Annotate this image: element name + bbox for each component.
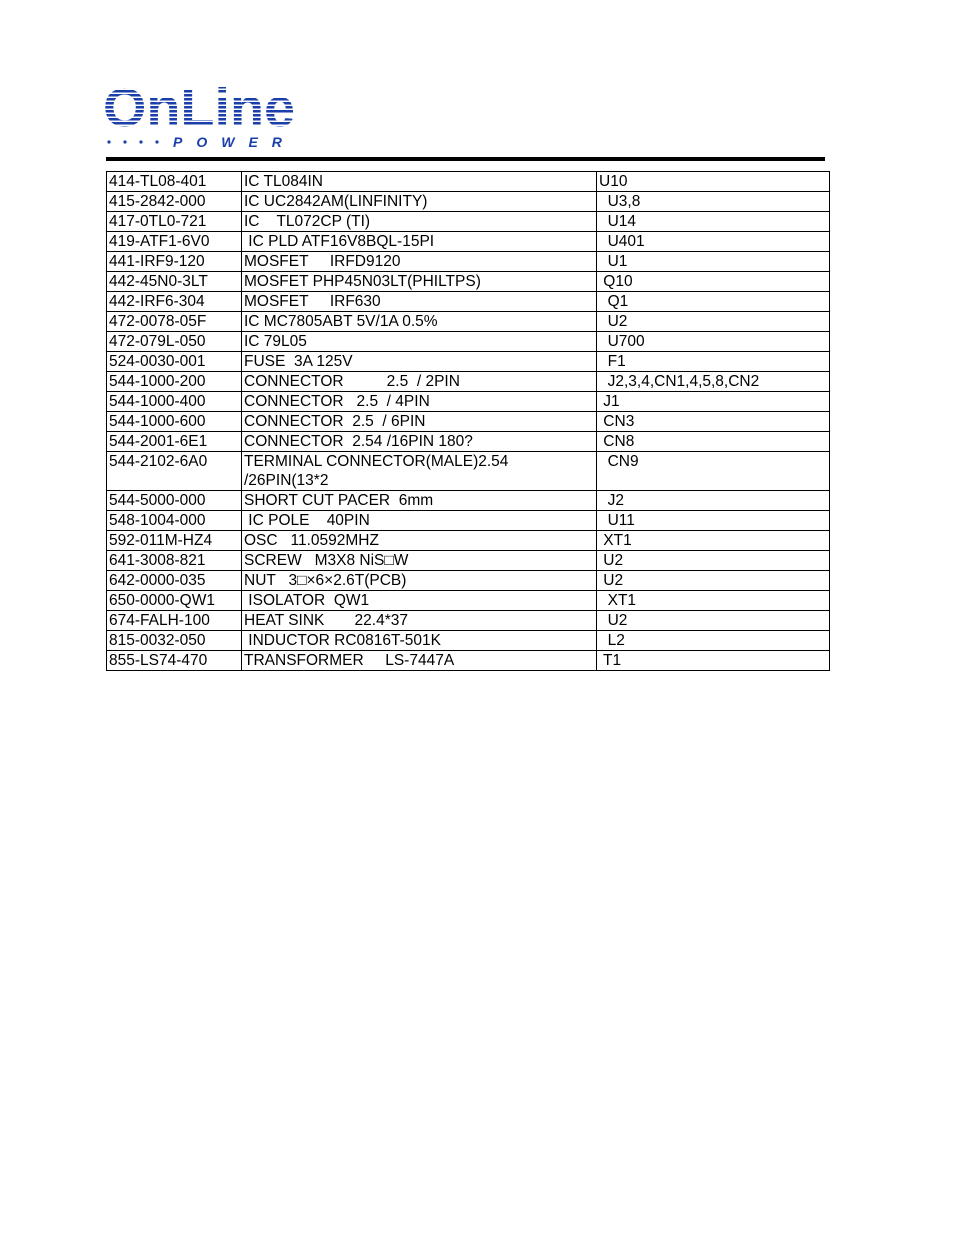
description-cell: INDUCTOR RC0816T-501K: [242, 631, 597, 651]
description-cell: OSC 11.0592MHZ: [242, 531, 597, 551]
header-rule: [106, 157, 825, 161]
part-number-cell: 855-LS74-470: [107, 651, 242, 671]
part-number-cell: 544-2001-6E1: [107, 432, 242, 452]
table-row: [107, 172, 830, 192]
table-row: [107, 452, 830, 491]
reference-cell: U2: [597, 312, 830, 332]
part-number-cell: 544-1000-400: [107, 392, 242, 412]
reference-cell: T1: [597, 651, 830, 671]
description-cell: CONNECTOR 2.5 / 2PIN: [242, 372, 597, 392]
reference-cell: Q1: [597, 292, 830, 312]
part-number-cell: 674-FALH-100: [107, 611, 242, 631]
part-number-cell: 650-0000-QW1: [107, 591, 242, 611]
table-row: [107, 611, 830, 631]
part-number-cell: 815-0032-050: [107, 631, 242, 651]
description-cell: IC UC2842AM(LINFINITY): [242, 192, 597, 212]
part-number-cell: 414-TL08-401: [107, 172, 242, 192]
table-row: [107, 352, 830, 372]
reference-cell: CN3: [597, 412, 830, 432]
table-row: [107, 531, 830, 551]
part-number-cell: 442-IRF6-304: [107, 292, 242, 312]
reference-cell: CN8: [597, 432, 830, 452]
reference-cell: U14: [597, 212, 830, 232]
table-row: [107, 551, 830, 571]
description-cell: SHORT CUT PACER 6mm: [242, 491, 597, 511]
parts-table-body: [107, 172, 830, 671]
part-number-cell: 548-1004-000: [107, 511, 242, 531]
reference-cell: J1: [597, 392, 830, 412]
part-number-cell: 415-2842-000: [107, 192, 242, 212]
reference-cell: U2: [597, 571, 830, 591]
part-number-cell: 472-0078-05F: [107, 312, 242, 332]
reference-cell: J2: [597, 491, 830, 511]
description-cell: MOSFET IRF630: [242, 292, 597, 312]
reference-cell: J2,3,4,CN1,4,5,8,CN2: [597, 372, 830, 392]
table-row: [107, 591, 830, 611]
reference-cell: CN9: [597, 452, 830, 491]
description-cell: IC MC7805ABT 5V/1A 0.5%: [242, 312, 597, 332]
part-number-cell: 441-IRF9-120: [107, 252, 242, 272]
description-cell: NUT 3□×6×2.6T(PCB): [242, 571, 597, 591]
table-row: [107, 332, 830, 352]
part-number-cell: 524-0030-001: [107, 352, 242, 372]
company-logo: [103, 78, 297, 148]
part-number-cell: 442-45N0-3LT: [107, 272, 242, 292]
table-row: [107, 432, 830, 452]
table-row: [107, 412, 830, 432]
reference-cell: U10: [597, 172, 830, 192]
reference-cell: U700: [597, 332, 830, 352]
table-row: [107, 252, 830, 272]
reference-cell: F1: [597, 352, 830, 372]
table-row: [107, 272, 830, 292]
part-number-cell: 472-079L-050: [107, 332, 242, 352]
reference-cell: XT1: [597, 591, 830, 611]
part-number-cell: 419-ATF1-6V0: [107, 232, 242, 252]
description-cell: IC 79L05: [242, 332, 597, 352]
reference-cell: XT1: [597, 531, 830, 551]
table-row: [107, 372, 830, 392]
part-number-cell: 641-3008-821: [107, 551, 242, 571]
logo-sub-text: POWER: [173, 134, 296, 148]
part-number-cell: 642-0000-035: [107, 571, 242, 591]
description-cell: MOSFET PHP45N03LT(PHILTPS): [242, 272, 597, 292]
part-number-cell: 592-011M-HZ4: [107, 531, 242, 551]
parts-table: [106, 171, 830, 671]
table-row: [107, 651, 830, 671]
table-row: [107, 312, 830, 332]
online-power-logo-icon: [103, 78, 297, 148]
reference-cell: U11: [597, 511, 830, 531]
table-row: [107, 392, 830, 412]
description-cell: ISOLATOR QW1: [242, 591, 597, 611]
reference-cell: Q10: [597, 272, 830, 292]
table-row: [107, 292, 830, 312]
table-row: [107, 212, 830, 232]
description-cell: IC TL084IN: [242, 172, 597, 192]
description-cell: IC PLD ATF16V8BQL-15PI: [242, 232, 597, 252]
description-cell: TERMINAL CONNECTOR(MALE)2.54 /26PIN(13*2: [242, 452, 597, 491]
description-cell: CONNECTOR 2.5 / 4PIN: [242, 392, 597, 412]
description-cell: HEAT SINK 22.4*37: [242, 611, 597, 631]
part-number-cell: 544-2102-6A0: [107, 452, 242, 491]
reference-cell: U401: [597, 232, 830, 252]
reference-cell: U2: [597, 551, 830, 571]
description-cell: IC TL072CP (TI): [242, 212, 597, 232]
description-cell: TRANSFORMER LS-7447A: [242, 651, 597, 671]
part-number-cell: 417-0TL0-721: [107, 212, 242, 232]
reference-cell: U3,8: [597, 192, 830, 212]
table-row: [107, 192, 830, 212]
description-cell: FUSE 3A 125V: [242, 352, 597, 372]
description-cell: SCREW M3X8 NiS□W: [242, 551, 597, 571]
reference-cell: L2: [597, 631, 830, 651]
part-number-cell: 544-5000-000: [107, 491, 242, 511]
part-number-cell: 544-1000-600: [107, 412, 242, 432]
part-number-cell: 544-1000-200: [107, 372, 242, 392]
description-cell: CONNECTOR 2.54 /16PIN 180?: [242, 432, 597, 452]
table-row: [107, 491, 830, 511]
description-cell: MOSFET IRFD9120: [242, 252, 597, 272]
logo-main-text: OnLine: [103, 78, 295, 138]
table-row: [107, 631, 830, 651]
table-row: [107, 232, 830, 252]
reference-cell: U2: [597, 611, 830, 631]
table-row: [107, 571, 830, 591]
reference-cell: U1: [597, 252, 830, 272]
description-cell: CONNECTOR 2.5 / 6PIN: [242, 412, 597, 432]
table-row: [107, 511, 830, 531]
description-cell: IC POLE 40PIN: [242, 511, 597, 531]
